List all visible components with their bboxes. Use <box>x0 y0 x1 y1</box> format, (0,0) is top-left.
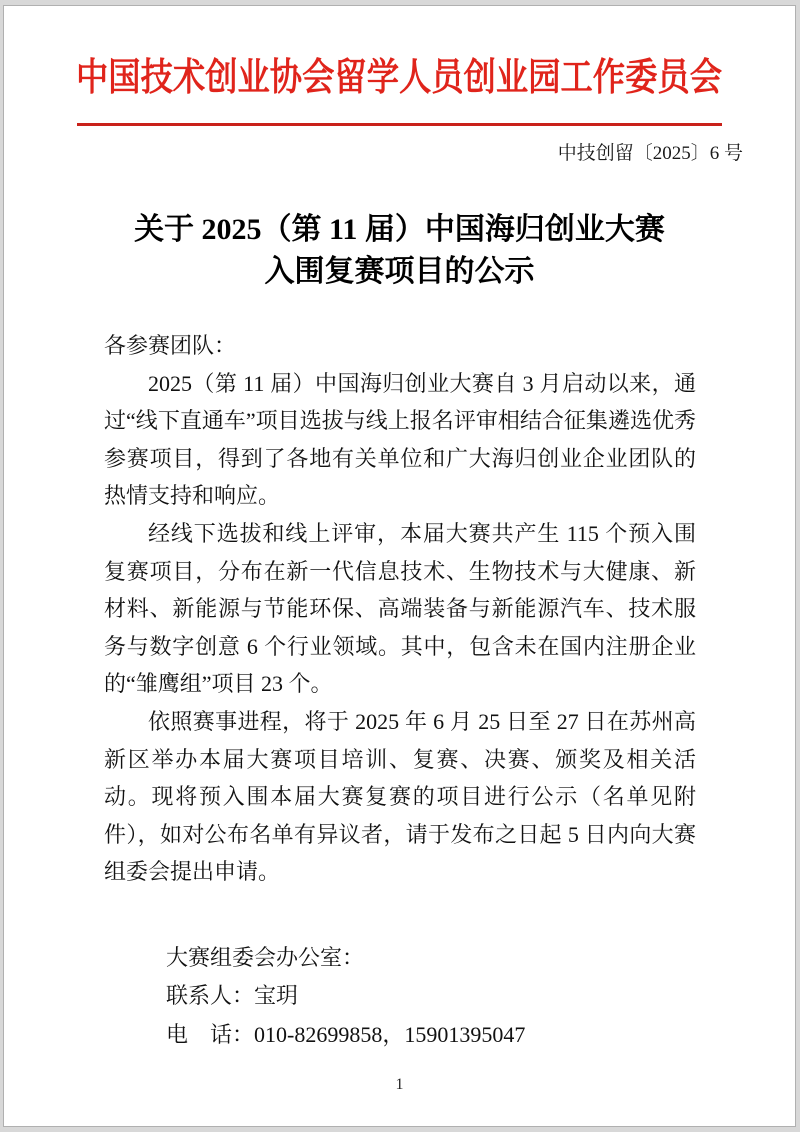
document-title-line2: 入围复赛项目的公示 <box>264 255 535 288</box>
body-paragraph-1: 2025（第 11 届）中国海归创业大赛自 3 月启动以来，通过“线下直通车”项目选拔与线上报名评审相结合征集遴选优秀参赛项目，得到了各地有关单位和广大海归创业企业团队的热情支持和响应。 <box>104 370 696 509</box>
contact-phone: 电 话：010-82699858，15901395047 <box>166 1021 526 1047</box>
contact-block <box>166 939 696 1055</box>
document-number: 中技创留〔2025〕6 号 <box>557 143 743 164</box>
contact-office-label: 大赛组委会办公室： <box>166 944 365 970</box>
page-number: 1 <box>395 1076 404 1094</box>
document-body <box>104 327 696 891</box>
letterhead <box>4 50 795 106</box>
letterhead-divider-line <box>77 123 722 126</box>
document-page <box>3 5 796 1127</box>
contact-person: 联系人：宝玥 <box>166 983 299 1009</box>
body-paragraph-2: 经线下选拔和线上评审，本届大赛共产生 115 个预入围复赛项目，分布在新一代信息技术、生物技术与大健康、新材料、新能源与节能环保、高端装备与新能源汽车、技术服务与数字创意 6 个行业领域。其中，包含未在国内注册企业的“雏鹰组”项目 23 个。 <box>104 520 696 697</box>
issuing-org-name: 中国技术创业协会留学人员创业园工作委员会 <box>76 57 723 99</box>
salutation: 各参赛团队： <box>104 333 237 358</box>
document-title-line1: 关于 2025（第 11 届）中国海归创业大赛 <box>134 213 665 246</box>
document-title <box>4 209 795 293</box>
body-paragraph-3: 依照赛事进程，将于 2025 年 6 月 25 日至 27 日在苏州高新区举办本届大赛项目培训、复赛、决赛、颁奖及相关活动。现将预入围本届大赛复赛的项目进行公示（名单见附件），如对公布名单有异议者，请于发布之日起 5 日内向大赛组委会提出申请。 <box>104 708 696 885</box>
